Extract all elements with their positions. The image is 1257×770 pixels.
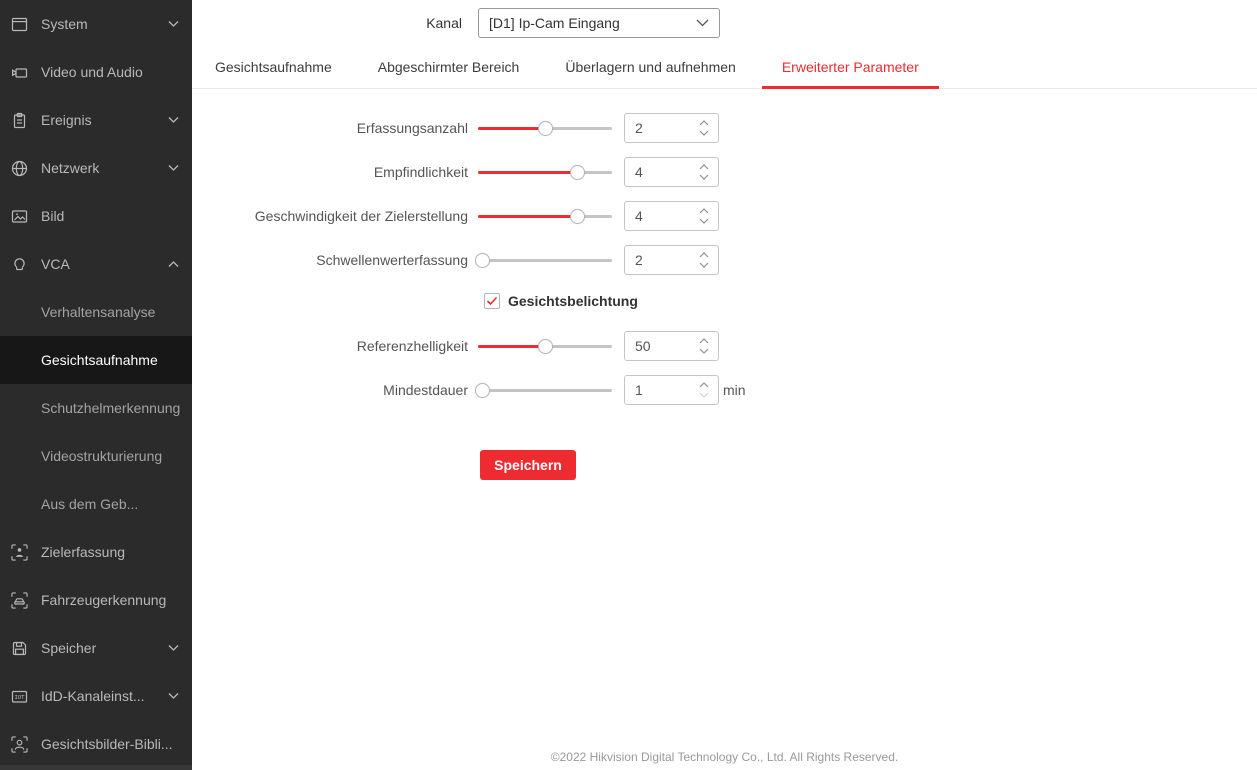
spinner-up-icon[interactable] (699, 120, 709, 126)
gesichtsbelichtung-checkbox[interactable] (484, 293, 500, 309)
sidebar-item-idd-kanaleinst[interactable] (0, 672, 192, 720)
field-label: Referenzhelligkeit (356, 338, 468, 354)
spinner-down-icon[interactable] (699, 348, 709, 354)
chevron-down-icon (696, 19, 709, 27)
referenzhelligkeit-input[interactable] (624, 331, 719, 361)
sidebar-item-label: Verhaltensanalyse (41, 304, 156, 320)
form-row-gesichtsbelichtung (484, 282, 1257, 320)
sidebar-item-zielerfassung[interactable] (0, 528, 192, 576)
input-value: 4 (635, 208, 643, 224)
sidebar-item-schutzhelmerkennung[interactable] (0, 384, 192, 432)
bulb-icon (11, 255, 28, 273)
sidebar-item-label: Schutzhelmerkennung (41, 400, 181, 416)
spinner (699, 338, 718, 354)
slider-handle[interactable] (475, 253, 490, 268)
mindestdauer-input[interactable] (624, 375, 719, 405)
slider-track (478, 389, 612, 392)
sidebar-item-video-und-audio[interactable] (0, 48, 192, 96)
sidebar-item-label: Bild (41, 208, 65, 224)
chevron-down-icon (168, 645, 179, 652)
sidebar-item-speicher[interactable] (0, 624, 192, 672)
clipboard-icon (11, 111, 28, 129)
erfassungsanzahl-slider[interactable] (478, 120, 612, 136)
mindestdauer-unit: min (723, 382, 746, 398)
sidebar-item-label: Gesichtsaufnahme (41, 352, 158, 368)
form-row-erfassungsanzahl (192, 106, 1257, 150)
sidebar-item-gesichtsaufnahme[interactable] (0, 336, 192, 384)
sidebar-item-label: Aus dem Geb... (41, 496, 139, 512)
sidebar-next-item-edge (0, 765, 192, 770)
chevron-down-icon (168, 693, 179, 700)
chevron-down-icon (168, 165, 179, 172)
slider-handle[interactable] (475, 383, 490, 398)
slider-handle[interactable] (570, 165, 585, 180)
schwellenwerterfassung-slider[interactable] (478, 252, 612, 268)
slider-track (478, 259, 612, 262)
sidebar-item-aus-dem-geb[interactable] (0, 480, 192, 528)
slider-handle[interactable] (538, 339, 553, 354)
tab-ueberlagern-und-aufnehmen[interactable]: Überlagern und aufnehmen (565, 59, 736, 75)
kanal-selected-value: [D1] Ip-Cam Eingang (489, 15, 620, 31)
sidebar-item-label: Video und Audio (41, 64, 143, 80)
spinner (699, 382, 718, 398)
tab-bar (192, 46, 1257, 89)
main-content (192, 0, 1257, 770)
video-camera-icon (11, 63, 28, 81)
gesichtsbelichtung-label: Gesichtsbelichtung (508, 293, 638, 309)
spinner (699, 252, 718, 268)
empfindlichkeit-slider[interactable] (478, 164, 612, 180)
input-value: 2 (635, 120, 643, 136)
spinner-up-icon[interactable] (699, 338, 709, 344)
form-row-schwellenwerterfassung (192, 238, 1257, 282)
sidebar (0, 0, 192, 770)
field-label: Mindestdauer (383, 382, 468, 398)
storage-icon (11, 639, 28, 657)
spinner (699, 164, 718, 180)
image-icon (11, 207, 28, 225)
chevron-down-icon (168, 21, 179, 28)
zielerstellung-geschwindigkeit-input[interactable] (624, 201, 719, 231)
vehicle-detect-icon (11, 591, 28, 609)
sidebar-item-fahrzeugerkennung[interactable] (0, 576, 192, 624)
sidebar-item-label: VCA (41, 256, 70, 272)
spinner-down-icon[interactable] (699, 392, 709, 398)
face-library-icon (11, 735, 28, 753)
chevron-down-icon (168, 117, 179, 124)
field-label: Erfassungsanzahl (356, 120, 468, 136)
form-row-mindestdauer (192, 368, 1257, 412)
empfindlichkeit-input[interactable] (624, 157, 719, 187)
slider-handle[interactable] (538, 121, 553, 136)
kanal-select[interactable] (478, 8, 720, 38)
tab-abgeschirmter-bereich[interactable]: Abgeschirmter Bereich (377, 59, 520, 75)
slider-fill (478, 127, 545, 130)
save-button[interactable]: Speichern (480, 450, 576, 480)
schwellenwerterfassung-input[interactable] (624, 245, 719, 275)
form-row-empfindlichkeit (192, 150, 1257, 194)
sidebar-item-bild[interactable] (0, 192, 192, 240)
sidebar-item-label: Netzwerk (41, 160, 100, 176)
sidebar-item-label: Gesichtsbilder-Bibli... (41, 736, 173, 752)
svg-text:IOT: IOT (14, 694, 25, 701)
sidebar-item-label: Speicher (41, 640, 97, 656)
spinner-down-icon[interactable] (699, 262, 709, 268)
input-value: 50 (635, 338, 651, 354)
sidebar-item-vca[interactable] (0, 240, 192, 288)
slider-fill (478, 215, 577, 218)
sidebar-item-label: Videostrukturierung (41, 448, 163, 464)
spinner-down-icon[interactable] (699, 218, 709, 224)
erfassungsanzahl-input[interactable] (624, 113, 719, 143)
tab-gesichtsaufnahme[interactable]: Gesichtsaufnahme (215, 59, 332, 75)
sidebar-item-ereignis[interactable] (0, 96, 192, 144)
spinner-up-icon[interactable] (699, 208, 709, 214)
spinner-down-icon[interactable] (699, 130, 709, 136)
sidebar-item-label: Fahrzeugerkennung (41, 592, 167, 608)
sidebar-item-label: IdD-Kanaleinst... (41, 688, 145, 704)
sidebar-item-videostrukturierung[interactable] (0, 432, 192, 480)
slider-fill (478, 171, 577, 174)
sidebar-item-gesichtsbilder-bibliothek[interactable] (0, 720, 192, 768)
slider-handle[interactable] (570, 209, 585, 224)
spinner (699, 120, 718, 136)
iot-icon (11, 687, 28, 705)
form-row-referenzhelligkeit (192, 324, 1257, 368)
chevron-up-icon (168, 261, 179, 268)
channel-row (192, 0, 1257, 46)
kanal-label: Kanal (426, 15, 462, 31)
mindestdauer-slider[interactable] (478, 382, 612, 398)
referenzhelligkeit-slider[interactable] (478, 338, 612, 354)
window-icon (11, 15, 28, 33)
sidebar-item-label: Ereignis (41, 112, 92, 128)
copyright-text: ©2022 Hikvision Digital Technology Co., Ltd. All Rights Reserved. (550, 750, 899, 764)
zielerstellung-geschwindigkeit-slider[interactable] (478, 208, 612, 224)
slider-fill (478, 345, 545, 348)
sidebar-item-netzwerk[interactable] (0, 144, 192, 192)
checkmark-icon (486, 296, 498, 306)
spinner-up-icon[interactable] (699, 252, 709, 258)
spinner-up-icon[interactable] (699, 164, 709, 170)
globe-icon (11, 159, 28, 177)
field-label: Empfindlichkeit (373, 164, 468, 180)
spinner (699, 208, 718, 224)
advanced-parameter-form (192, 89, 1257, 480)
person-detect-icon (11, 543, 28, 561)
field-label: Schwellenwerterfassung (316, 252, 468, 268)
sidebar-item-system[interactable] (0, 0, 192, 48)
input-value: 2 (635, 252, 643, 268)
input-value: 1 (635, 382, 643, 398)
sidebar-item-label: Zielerfassung (41, 544, 126, 560)
spinner-down-icon[interactable] (699, 174, 709, 180)
sidebar-item-verhaltensanalyse[interactable] (0, 288, 192, 336)
form-row-geschwindigkeit (192, 194, 1257, 238)
input-value: 4 (635, 164, 643, 180)
field-label: Geschwindigkeit der Zielerstellung (254, 208, 468, 224)
spinner-up-icon[interactable] (699, 382, 709, 388)
tab-erweiterter-parameter[interactable]: Erweiterter Parameter (762, 46, 939, 88)
sidebar-item-label: System (41, 16, 88, 32)
